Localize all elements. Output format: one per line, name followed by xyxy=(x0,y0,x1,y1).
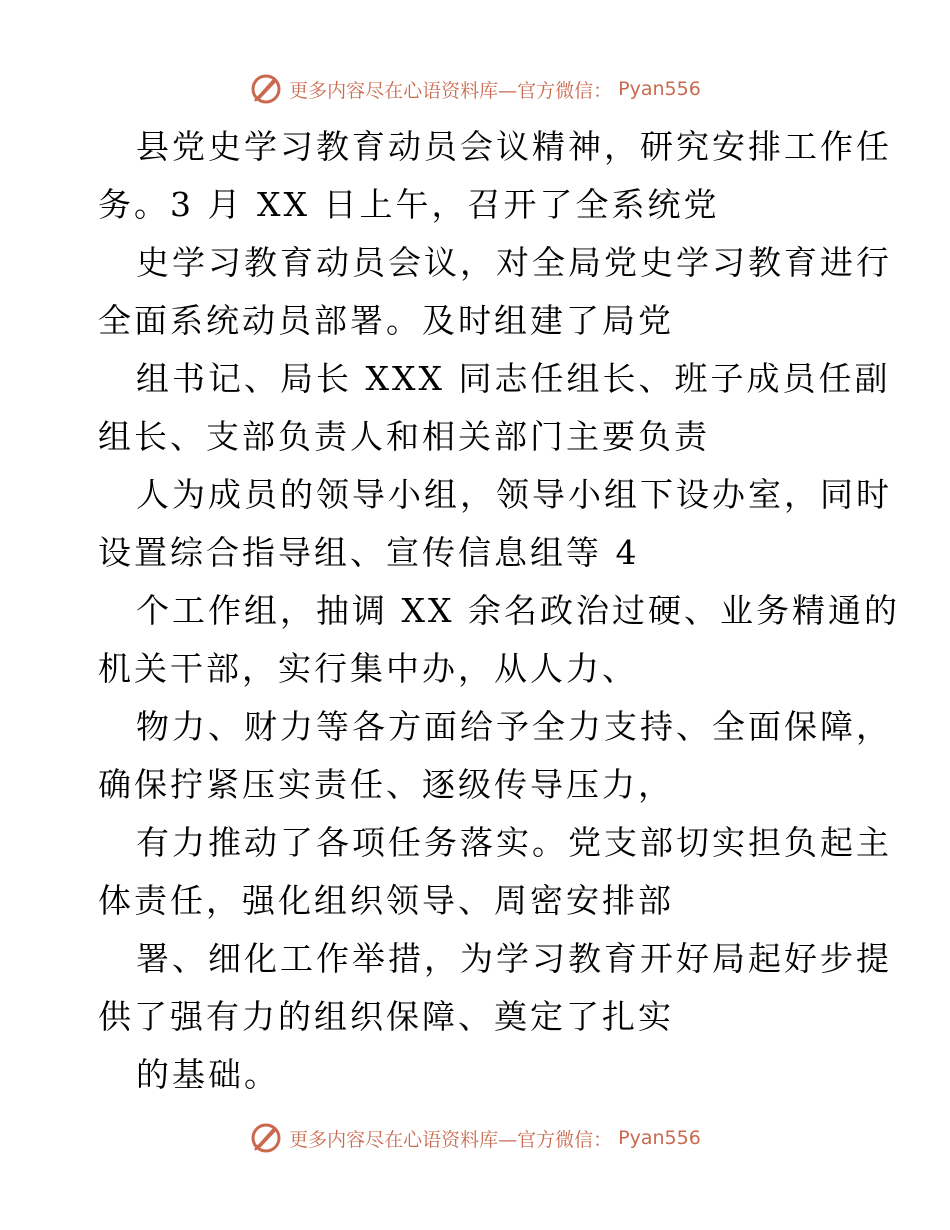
text-line: 署、细化工作举措，为学习教育开好局起好步提 xyxy=(136,939,892,978)
text-line: 物力、财力等各方面给予全力支持、全面保障， xyxy=(136,707,892,746)
document-body xyxy=(98,118,900,1104)
text-line: 有力推动了各项任务落实。党支部切实担负起主 xyxy=(136,823,892,862)
header-watermark xyxy=(0,67,950,111)
quill-in-circle-icon xyxy=(249,1121,283,1155)
text-line: 人为成员的领导小组，领导小组下设办室，同时 xyxy=(136,475,892,514)
text-line: 供了强有力的组织保障、奠定了扎实 xyxy=(98,997,674,1036)
text-line: 个工作组，抽调 XX 余名政治过硬、业务精通的 xyxy=(136,591,900,630)
text-line: 确保拧紧压实责任、逐级传导压力， xyxy=(98,765,674,804)
text-line: 全面系统动员部署。及时组建了局党 xyxy=(98,301,674,340)
text-line: 的基础。 xyxy=(136,1055,280,1094)
text-line: 务。3 月 XX 日上午，召开了全系统党 xyxy=(98,185,720,224)
watermark-handle: Pyan556 xyxy=(618,1127,701,1149)
text-line: 县党史学习教育动员会议精神，研究安排工作任 xyxy=(136,127,892,166)
watermark-text: 更多内容尽在心语资料库—官方微信： xyxy=(289,1128,613,1151)
text-line: 机关干部，实行集中办，从人力、 xyxy=(98,649,638,688)
footer-watermark xyxy=(0,1116,950,1160)
watermark-handle: Pyan556 xyxy=(618,78,701,100)
text-line: 组长、支部负责人和相关部门主要负责 xyxy=(98,417,710,456)
text-line: 设置综合指导组、宣传信息组等 4 xyxy=(98,533,640,572)
quill-in-circle-icon xyxy=(249,72,283,106)
text-line: 组书记、局长 XXX 同志任组长、班子成员任副 xyxy=(136,359,891,398)
watermark-text: 更多内容尽在心语资料库—官方微信： xyxy=(289,79,613,102)
text-line: 体责任，强化组织领导、周密安排部 xyxy=(98,881,674,920)
text-line: 史学习教育动员会议，对全局党史学习教育进行 xyxy=(136,243,892,282)
